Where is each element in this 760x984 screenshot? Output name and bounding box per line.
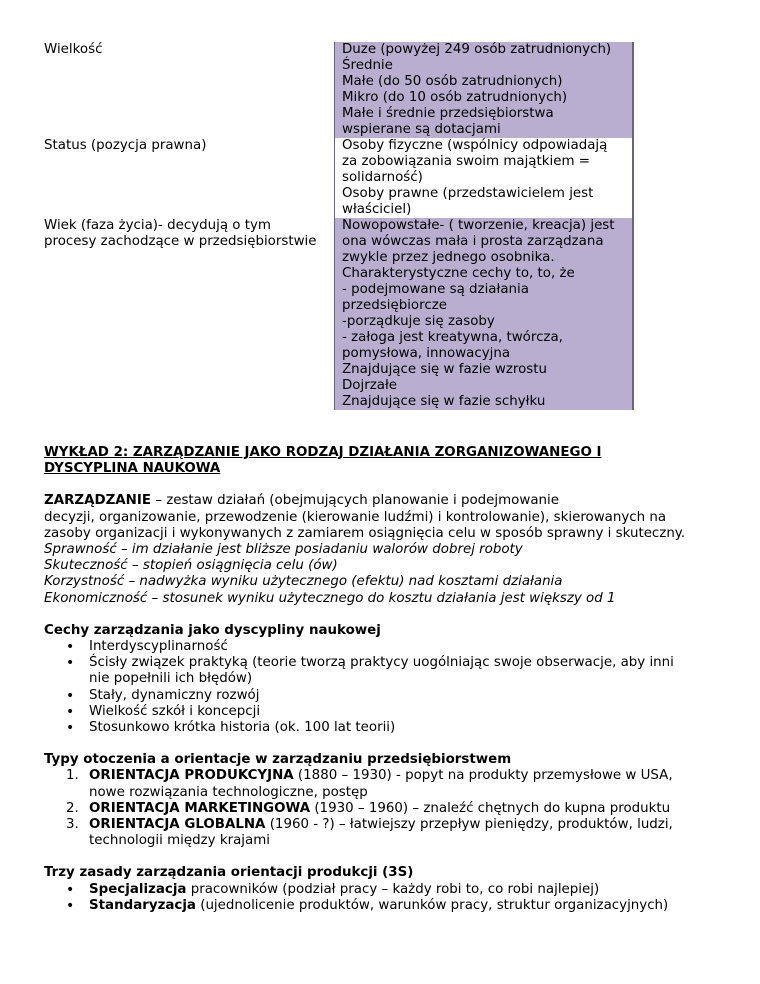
list-item: Sprawność – im działanie jest bliższe posiadaniu walorów dobrej roboty (44, 542, 523, 558)
definition-paragraph: ZARZĄDZANIE – zestaw działań (obejmujących planowanie i podejmowanie decyzji, organizowanie, przewodzenie (kierowanie ludźmi) i kontrolowanie), skierowanych na zasoby organizacji i wykonywanych z zamiarem osiągnięcia celu w sposób sprawny i skuteczny. Sprawność – im działanie jest bliższe posiadaniu walorów dobrej roboty Skuteczność – stopień osiągnięcia celu (ów) Korzystność – nadwyżka wyniku użytecznego (efektu) nad kosztami działania Ekonomiczność – stosunek wyniku użytecznego do kosztu działania jest większy od 1 (44, 493, 734, 606)
row-value-cell: Duze (powyżej 249 osób zatrudnionych) Średnie Małe (do 50 osób zatrudnionych) Mikro (do 10 osób zatrudnionych) Małe i średnie przedsiębiorstwa wspierane są dotacjami (334, 42, 632, 138)
features-list (44, 639, 734, 736)
principles-title: Trzy zasady zarządzania orientacji produkcji (3S) (44, 865, 414, 881)
list-item: Ekonomiczność – stosunek wyniku użytecznego do kosztu działania jest większy od 1 (44, 590, 616, 606)
orientations-list (44, 768, 734, 849)
lecture-content (44, 445, 734, 914)
list-item: • Ścisły związek praktyką (teorie tworzą praktycy uogólniając swoje obserwacje, aby inni nie popełnili ich błędów) (44, 655, 734, 687)
lecture-heading: WYKŁAD 2: ZARZĄDZANIE JAKO RODZAJ DZIAŁANIA ZORGANIZOWANEGO I DYSCYPLINA NAUKOWA (44, 445, 602, 477)
list-item: • Standaryzacja (ujednolicenie produktów, warunków pracy, struktur organizacyjnych) (44, 898, 734, 914)
principles-list (44, 882, 734, 914)
list-item: • Stały, dynamiczny rozwój (44, 688, 734, 704)
definition-term: ZARZĄDZANIE (44, 493, 151, 509)
row-label: Wielkość (44, 42, 103, 57)
list-item: • Interdyscyplinarność (44, 639, 734, 655)
row-value-cell: Osoby fizyczne (wspólnicy odpowiadają za zobowiązania swoim majątkiem = solidarność) Osoby prawne (przedstawicielem jest właściciel) (334, 138, 632, 218)
table-row-size (44, 42, 634, 138)
list-item: • Specjalizacja pracowników (podział pracy – każdy robi to, co robi najlepiej) (44, 882, 734, 898)
table-row-age (44, 218, 634, 410)
row-label: Wiek (faza życia)- decydują o tym procesy zachodzące w przedsiębiorstwie (44, 218, 317, 249)
row-value-cell: Nowopowstałe- ( tworzenie, kreacja) jest ona wówczas mała i prosta zarządzana zwykle przez jednego osobnika. Charakterystyczne cechy to, to, że - podejmowane są działania przedsiębiorcze -porządkuje się zasoby - załoga jest kreatywna, twórcza, pomysłowa, innowacyjna Znajdujące się w fazie wzrostu Dojrzałe Znajdujące się w fazie schyłku (334, 218, 632, 410)
list-item: 2. ORIENTACJA MARKETINGOWA (1930 – 1960) – znaleźć chętnych do kupna produktu (66, 800, 671, 816)
table-row-status (44, 138, 634, 218)
list-item: • Stosunkowo krótka historia (ok. 100 lat teorii) (44, 720, 734, 736)
features-title: Cechy zarządzania jako dyscypliny naukowej (44, 622, 381, 638)
list-item: 3. ORIENTACJA GLOBALNA (1960 - ?) – łatwiejszy przepływ pieniędzy, produktów, ludzi, technologii między krajami (66, 817, 673, 849)
list-item: 1. ORIENTACJA PRODUKCYJNA (1880 – 1930) - popyt na produkty przemysłowe w USA, nowe rozwiązania technologiczne, postęp (66, 768, 673, 800)
list-item: • Wielkość szkół i koncepcji (44, 704, 734, 720)
list-item: Korzystność – nadwyżka wyniku użytecznego (efektu) nad kosztami działania (44, 574, 563, 590)
table-divider (334, 42, 335, 410)
row-label: Status (pozycja prawna) (44, 138, 207, 153)
types-title: Typy otoczenia a orientacje w zarządzaniu przedsiębiorstwem (44, 752, 512, 768)
list-item: Skuteczność – stopień osiągnięcia celu (ów) (44, 558, 338, 574)
company-classification-table (44, 42, 634, 410)
table-border (632, 42, 634, 410)
